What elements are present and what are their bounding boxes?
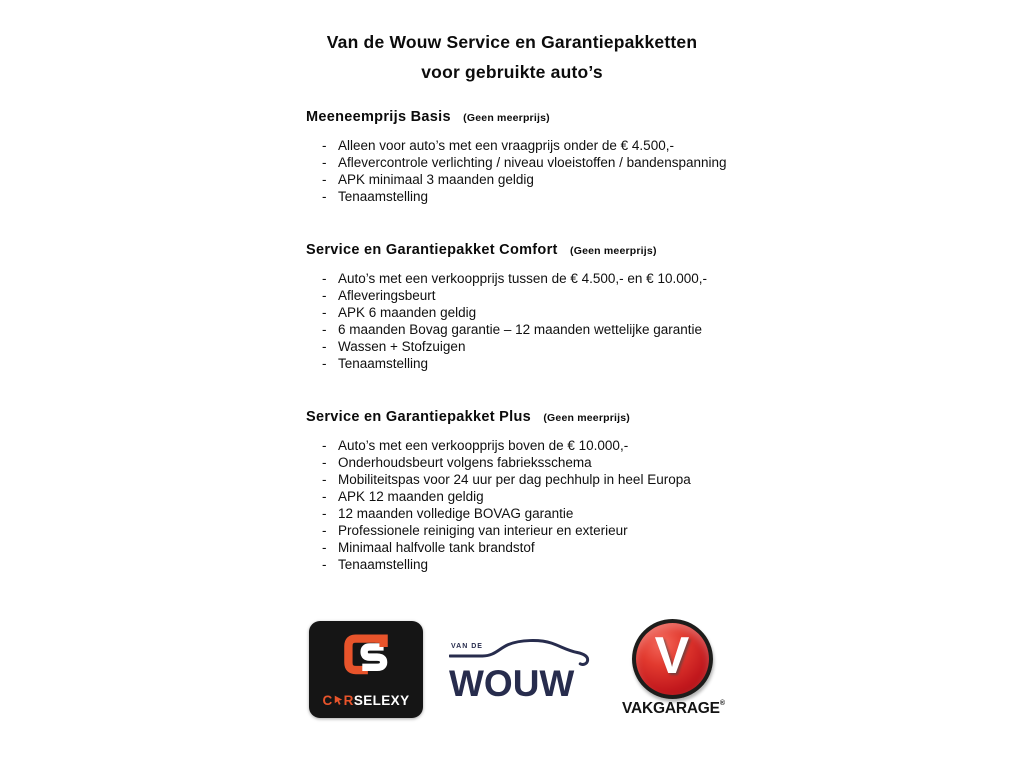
list-item-text: Minimaal halfvolle tank brandstof (338, 540, 535, 555)
bullet-dash: - (322, 288, 327, 303)
vakgarage-ball-icon (632, 619, 713, 699)
list-item (306, 154, 776, 171)
list-item (306, 522, 776, 539)
bullet-dash: - (322, 138, 327, 153)
carselexy-wordmark (323, 694, 410, 708)
bullet-dash: - (322, 339, 327, 354)
list-item (306, 338, 776, 355)
list-item (306, 270, 776, 287)
list-item-text: Tenaamstelling (338, 189, 429, 204)
bullet-dash: - (322, 540, 327, 555)
list-item (306, 471, 776, 488)
bullet-dash: - (322, 356, 327, 371)
bullet-dash: - (322, 455, 327, 470)
list-item-text: Mobiliteitspas voor 24 uur per dag pechhulp in heel Europa (338, 472, 691, 487)
bullet-dash: - (322, 172, 327, 187)
list-item (306, 188, 776, 205)
carselexy-word-rest: SELEXY (353, 692, 410, 708)
list-item (306, 171, 776, 188)
list-item-text: APK minimaal 3 maanden geldig (338, 172, 534, 187)
cursor-icon (334, 695, 343, 706)
section-item-list (306, 137, 776, 205)
list-item (306, 505, 776, 522)
list-item-text: 12 maanden volledige BOVAG garantie (338, 506, 574, 521)
list-item-text: Alleen voor auto’s met een vraagprijs onder de € 4.500,- (338, 138, 674, 153)
list-item (306, 454, 776, 471)
bullet-dash: - (322, 557, 327, 572)
wouw-wordmark: WOUW (449, 663, 575, 704)
list-item-text: Tenaamstelling (338, 557, 429, 572)
vakgarage-name: VAKGARAGE (622, 700, 720, 717)
bullet-dash: - (322, 189, 327, 204)
section-heading-text: Service en Garantiepakket Comfort (306, 242, 558, 258)
list-item (306, 539, 776, 556)
section-heading-text: Service en Garantiepakket Plus (306, 409, 531, 425)
bullet-dash: - (322, 472, 327, 487)
list-item-text: Auto’s met een verkoopprijs boven de € 10.000,- (338, 438, 629, 453)
section-heading-note: (Geen meerprijs) (463, 112, 550, 124)
list-item (306, 304, 776, 321)
list-item (306, 488, 776, 505)
list-item-text: Onderhoudsbeurt volgens fabrieksschema (338, 455, 592, 470)
section-heading (306, 242, 776, 258)
wouw-subtitle: VAN DE (451, 643, 483, 650)
carselexy-word-c: C (322, 692, 333, 708)
list-item-text: Afleveringsbeurt (338, 288, 436, 303)
list-item (306, 137, 776, 154)
section-heading-note: (Geen meerprijs) (570, 245, 657, 257)
section-item-list (306, 437, 776, 573)
carselexy-word-r: R (343, 692, 354, 708)
list-item (306, 355, 776, 372)
list-item (306, 556, 776, 573)
list-item-text: APK 12 maanden geldig (338, 489, 484, 504)
section-garantiepakket-plus (306, 409, 776, 573)
van-de-wouw-logo (449, 638, 595, 702)
list-item-text: Aflevercontrole verlichting / niveau vloeistoffen / bandenspanning (338, 155, 727, 170)
page-title-line2: voor gebruikte auto’s (421, 62, 603, 82)
car-silhouette-icon (449, 639, 595, 672)
list-item-text: Tenaamstelling (338, 356, 429, 371)
vakgarage-logo (622, 619, 725, 719)
bullet-dash: - (322, 271, 327, 286)
list-item (306, 287, 776, 304)
list-item-text: APK 6 maanden geldig (338, 305, 477, 320)
section-item-list (306, 270, 776, 372)
page-title (0, 27, 1024, 87)
section-heading-note: (Geen meerprijs) (543, 412, 630, 424)
bullet-dash: - (322, 322, 327, 337)
bullet-dash: - (322, 155, 327, 170)
section-meeneemprijs-basis (306, 109, 776, 205)
carselexy-cs-monogram-icon (341, 630, 391, 680)
bullet-dash: - (322, 305, 327, 320)
list-item-text: 6 maanden Bovag garantie – 12 maanden wettelijke garantie (338, 322, 702, 337)
section-heading (306, 409, 776, 425)
list-item-text: Professionele reiniging van interieur en exterieur (338, 523, 628, 538)
registered-trademark-symbol: ® (719, 700, 725, 707)
packages-content (306, 109, 776, 610)
list-item-text: Wassen + Stofzuigen (338, 339, 466, 354)
vakgarage-v-letter: V (654, 627, 690, 685)
bullet-dash: - (322, 489, 327, 504)
section-heading-text: Meeneemprijs Basis (306, 109, 451, 125)
list-item-text: Auto’s met een verkoopprijs tussen de € 4.500,- en € 10.000,- (338, 271, 707, 286)
section-garantiepakket-comfort (306, 242, 776, 372)
section-heading (306, 109, 776, 125)
bullet-dash: - (322, 506, 327, 521)
bullet-dash: - (322, 438, 327, 453)
bullet-dash: - (322, 523, 327, 538)
carselexy-logo (309, 621, 423, 718)
list-item (306, 437, 776, 454)
list-item (306, 321, 776, 338)
page-title-line1: Van de Wouw Service en Garantiepakketten (326, 32, 698, 52)
vakgarage-wordmark (622, 700, 725, 718)
